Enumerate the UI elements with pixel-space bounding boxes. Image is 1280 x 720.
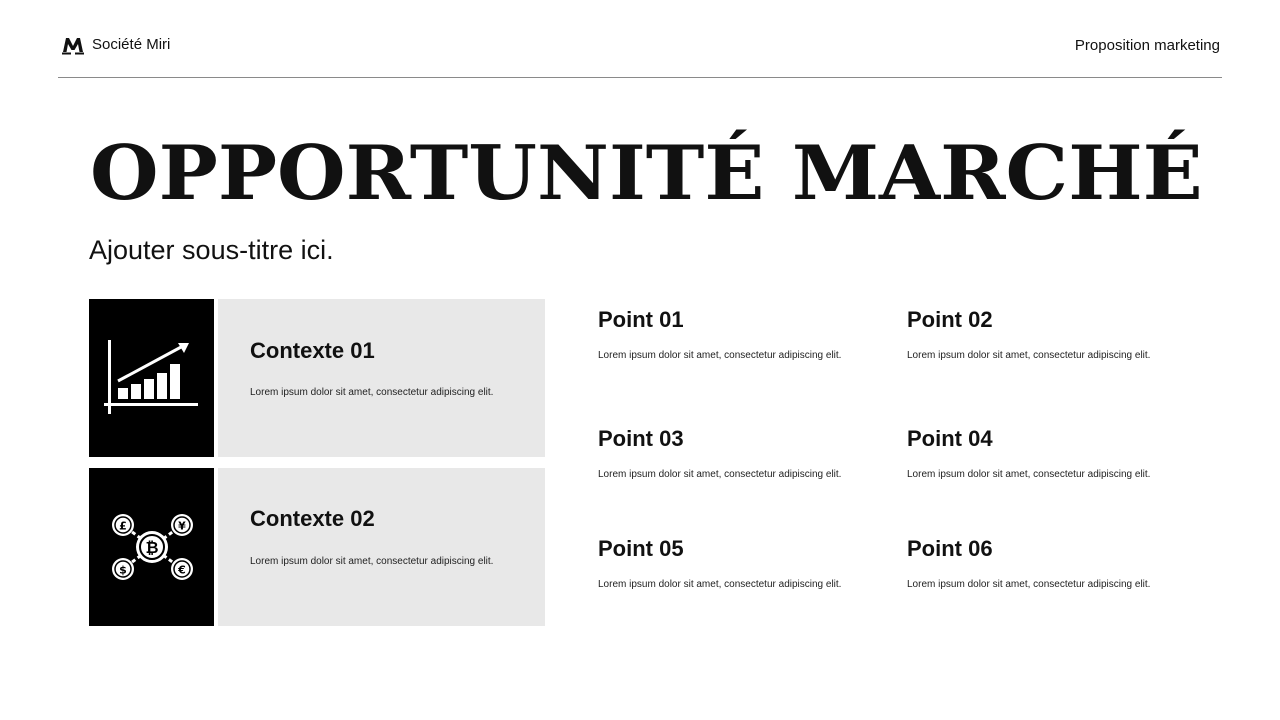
svg-text:₿: ₿ bbox=[144, 538, 159, 557]
point-03-title: Point 03 bbox=[598, 426, 684, 451]
point-03 bbox=[598, 425, 898, 482]
page-title: OPPORTUNITÉ MARCHÉ bbox=[90, 129, 1203, 217]
context-card-2-title: Contexte 02 bbox=[250, 506, 375, 531]
growth-chart-icon bbox=[104, 340, 200, 416]
point-04 bbox=[907, 425, 1207, 482]
svg-text:£: £ bbox=[118, 519, 127, 533]
header bbox=[0, 0, 1280, 78]
context-card-1-text: Lorem ipsum dolor sit amet, consectetur adipiscing elit. bbox=[250, 387, 494, 398]
context-card-1-icon-box bbox=[89, 299, 214, 457]
page-subtitle: Ajouter sous-titre ici. bbox=[89, 235, 334, 265]
point-03-text: Lorem ipsum dolor sit amet, consectetur adipiscing elit. bbox=[598, 469, 842, 480]
header-label: Proposition marketing bbox=[1074, 37, 1220, 54]
context-card-2-icon-box bbox=[89, 468, 214, 626]
point-05-title: Point 05 bbox=[598, 536, 684, 561]
point-05-text: Lorem ipsum dolor sit amet, consectetur adipiscing elit. bbox=[598, 579, 842, 590]
point-05 bbox=[598, 535, 898, 592]
miri-m-logo-icon bbox=[62, 35, 84, 55]
svg-text:€: € bbox=[177, 563, 186, 577]
point-06-text: Lorem ipsum dolor sit amet, consectetur adipiscing elit. bbox=[907, 579, 1151, 590]
card-separator bbox=[214, 468, 218, 626]
card-separator bbox=[214, 299, 218, 457]
point-01-text: Lorem ipsum dolor sit amet, consectetur adipiscing elit. bbox=[598, 350, 842, 361]
context-card-1-title: Contexte 01 bbox=[250, 338, 375, 363]
point-02-text: Lorem ipsum dolor sit amet, consectetur adipiscing elit. bbox=[907, 350, 1151, 361]
point-01 bbox=[598, 306, 898, 363]
svg-text:¥: ¥ bbox=[177, 519, 186, 533]
context-card-2-text: Lorem ipsum dolor sit amet, consectetur adipiscing elit. bbox=[250, 556, 494, 567]
point-06 bbox=[907, 535, 1207, 592]
point-02-title: Point 02 bbox=[907, 307, 993, 332]
context-card-2 bbox=[89, 468, 545, 626]
header-divider bbox=[58, 77, 1222, 78]
context-card-1 bbox=[89, 299, 545, 457]
point-06-title: Point 06 bbox=[907, 536, 993, 561]
brand bbox=[62, 35, 170, 55]
point-02 bbox=[907, 306, 1207, 363]
point-01-title: Point 01 bbox=[598, 307, 684, 332]
point-04-title: Point 04 bbox=[907, 426, 993, 451]
currency-network-icon bbox=[110, 512, 194, 582]
svg-text:$: $ bbox=[118, 563, 127, 577]
brand-name: Société Miri bbox=[92, 36, 171, 53]
point-04-text: Lorem ipsum dolor sit amet, consectetur adipiscing elit. bbox=[907, 469, 1151, 480]
